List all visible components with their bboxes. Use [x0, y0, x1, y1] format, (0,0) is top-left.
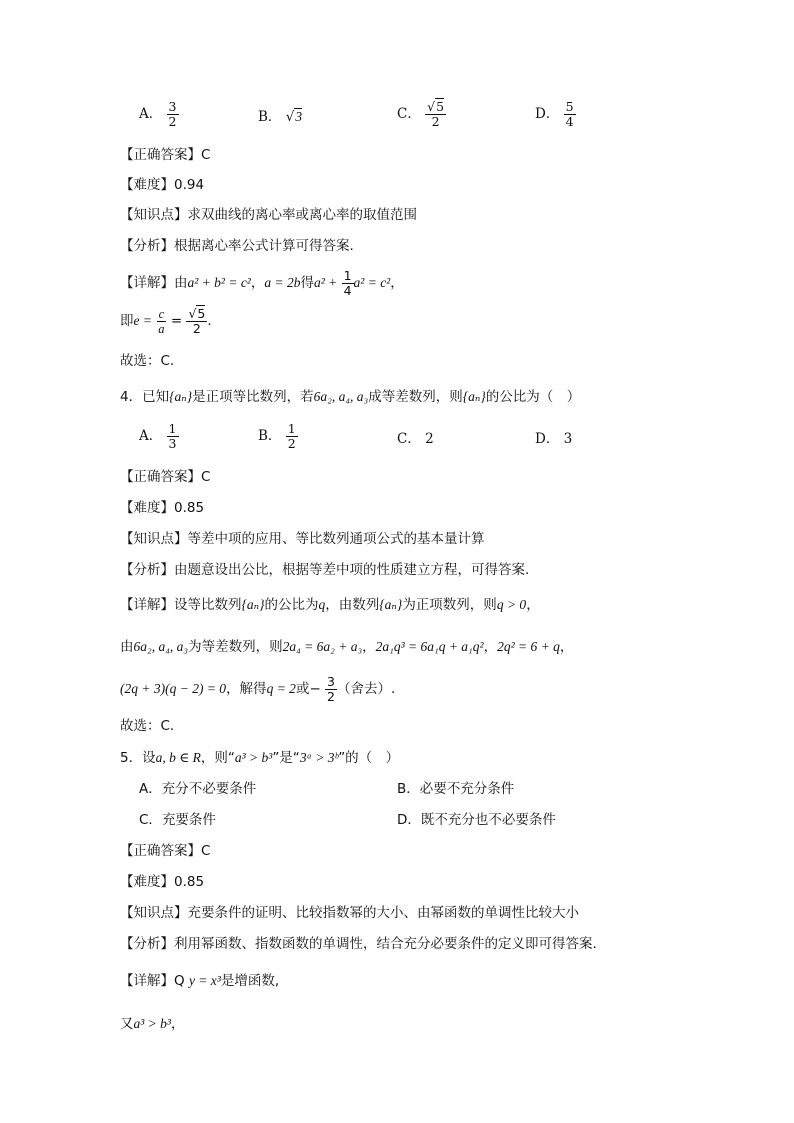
knowledge-text: 充要条件的证明、比较指数幂的大小、由幂函数的单调性比较大小: [187, 905, 579, 921]
q4-conclusion: 故选：C.: [120, 718, 175, 734]
q3-option-a: [139, 100, 179, 129]
q5-option-a-letter: A．: [139, 781, 162, 797]
q5-option-b: [397, 780, 514, 798]
answer-label: 【正确答案】: [120, 147, 201, 163]
q3-analysis-line: [120, 237, 354, 255]
difficulty-value: 0.85: [174, 500, 205, 516]
q4-option-c-value: 2: [425, 431, 434, 447]
q5-answer-line: [120, 842, 210, 860]
detail-label: 【详解】: [120, 275, 174, 291]
q5-option-a-text: 充分不必要条件: [161, 781, 257, 797]
q4-detail-line1: 【详解】设等比数列{aₙ}的公比为q，由数列{aₙ}为正项数列，则q > 0，: [120, 597, 540, 613]
q3-option-b-sqrt: 3: [295, 109, 303, 124]
analysis-text: 由题意设出公比，根据等差中项的性质建立方程，可得答案.: [174, 562, 530, 578]
q3-option-d-letter: D．: [535, 106, 560, 122]
q4-difficulty-line: [120, 499, 204, 517]
q4-option-b: [258, 422, 298, 451]
q5-option-d-letter: D．: [397, 812, 421, 828]
q3-answer-line: [120, 146, 210, 164]
difficulty-label: 【难度】: [120, 177, 174, 193]
analysis-label: 【分析】: [120, 238, 174, 254]
detail-label: 【详解】: [120, 597, 174, 613]
q3-option-b-letter: B．: [258, 109, 282, 125]
q5-option-c: [139, 811, 216, 829]
q4-option-c: [397, 430, 434, 448]
knowledge-label: 【知识点】: [120, 905, 188, 921]
q3-detail-line2: 即e = $\frac{c}{a}$ = $\frac{√5}{2}$ .: [120, 305, 212, 336]
q5-analysis-line: [120, 935, 597, 953]
q4-option-a-letter: A．: [139, 428, 163, 444]
q3-option-d-fraction: $\frac{5}{4}$: [565, 99, 574, 129]
q4-stem: 4．已知{aₙ}是正项等比数列，若6a₂, a₄, a₃成等差数列，则{aₙ}的公比为（ ）: [120, 389, 581, 405]
q3-difficulty-line: [120, 176, 204, 194]
q3-detail-fraction-c-a: $\frac{c}{a}$: [158, 306, 165, 336]
difficulty-label: 【难度】: [120, 500, 174, 516]
analysis-text: 根据离心率公式计算可得答案.: [174, 238, 354, 254]
q5-option-d: [397, 811, 556, 829]
analysis-text: 利用幂函数、指数函数的单调性，结合充分必要条件的定义即可得答案.: [174, 936, 597, 952]
q4-option-d: [535, 430, 572, 448]
answer-label: 【正确答案】: [120, 843, 201, 859]
q4-detail-line3: (2q + 3)(q − 2) = 0，解得q = 2或− $\frac{3}{2}$ （舍去）.: [120, 673, 396, 704]
q4-option-a-fraction: $\frac{1}{3}$: [168, 421, 177, 451]
q4-option-d-letter: D．: [535, 431, 560, 447]
answer-value: C: [201, 147, 211, 163]
q5-option-c-letter: C．: [139, 812, 162, 828]
q3-option-c-letter: C．: [397, 106, 421, 122]
q5-knowledge-line: [120, 904, 579, 922]
q3-option-a-letter: A．: [139, 106, 163, 122]
q5-option-b-letter: B．: [397, 781, 420, 797]
q4-answer-line: [120, 468, 210, 486]
q4-analysis-line: [120, 561, 529, 579]
q3-knowledge-line: [120, 206, 417, 224]
q3-option-d: [535, 100, 576, 129]
analysis-label: 【分析】: [120, 936, 174, 952]
q3-option-b: B． √3: [258, 109, 303, 125]
q5-detail-line2: 又a³ > b³，: [120, 1016, 185, 1032]
q3-detail-fraction: $\frac{1}{4}$: [343, 267, 352, 298]
q4-knowledge-line: [120, 530, 485, 548]
q3-option-c-fraction: $\frac{√5}{2}$: [427, 99, 445, 129]
q3-option-a-fraction: $\frac{3}{2}$: [168, 99, 177, 129]
q4-option-a: [139, 422, 179, 451]
q5-detail-line1: 【详解】Q y = x³是增函数,: [120, 973, 280, 989]
q4-option-c-letter: C．: [397, 431, 421, 447]
q5-option-d-text: 既不充分也不必要条件: [420, 812, 556, 828]
knowledge-text: 求双曲线的离心率或离心率的取值范围: [187, 207, 417, 223]
q4-option-d-value: 3: [563, 431, 573, 447]
q4-option-b-letter: B．: [258, 428, 282, 444]
answer-value: C: [201, 469, 211, 485]
q5-stem: 5．设a, b ∈ R，则“a³ > b³”是“3ᵃ > 3ᵇ”的（ ）: [120, 750, 400, 766]
analysis-label: 【分析】: [120, 562, 174, 578]
q3-detail-line1: 【详解】由a² + b² = c²，a = 2b得a² + $\frac{1}{4}$ a² = c²，: [120, 267, 404, 298]
knowledge-label: 【知识点】: [120, 531, 188, 547]
detail-label: 【详解】: [120, 973, 174, 989]
q3-detail-fraction-sqrt5-2: $\frac{√5}{2}$: [188, 305, 206, 336]
q3-option-c: [397, 100, 446, 129]
answer-label: 【正确答案】: [120, 469, 201, 485]
q5-option-c-text: 充要条件: [161, 812, 216, 828]
difficulty-value: 0.94: [174, 177, 205, 193]
q5-option-b-text: 必要不充分条件: [419, 781, 515, 797]
difficulty-label: 【难度】: [120, 874, 174, 890]
q4-detail-fraction: $\frac{3}{2}$: [327, 673, 335, 704]
knowledge-text: 等差中项的应用、等比数列通项公式的基本量计算: [187, 531, 485, 547]
answer-value: C: [201, 843, 211, 859]
knowledge-label: 【知识点】: [120, 207, 188, 223]
q4-detail-line2: 由6a₂, a₄, a₃为等差数列，则2a₄ = 6a₂ + a₃，2a₁q³ = 6a₁q + a₁q²，2q² = 6 + q，: [120, 639, 574, 655]
q4-option-b-fraction: $\frac{1}{2}$: [287, 421, 296, 451]
difficulty-value: 0.85: [174, 874, 205, 890]
q5-option-a: [139, 780, 256, 798]
q3-conclusion: 故选：C.: [120, 353, 175, 369]
q5-difficulty-line: [120, 873, 204, 891]
